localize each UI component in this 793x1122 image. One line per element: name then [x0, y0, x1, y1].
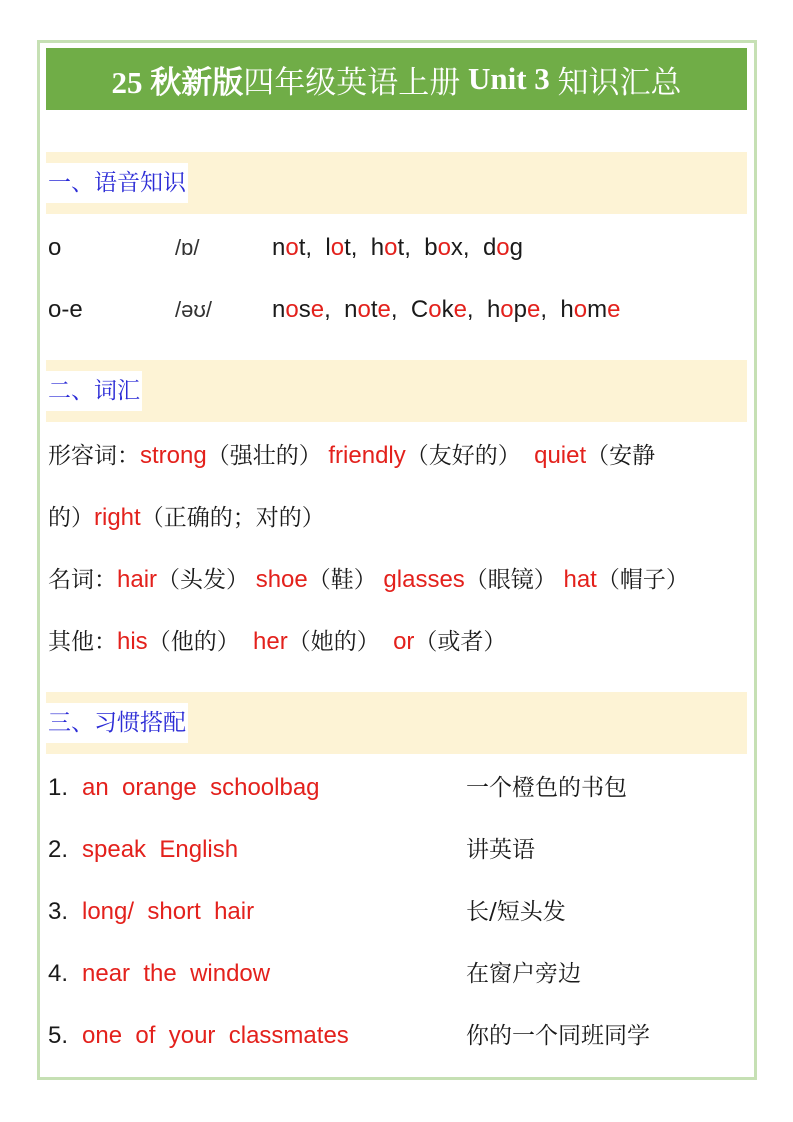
phrase-row	[48, 894, 748, 930]
phrase-english: near the window	[82, 960, 271, 987]
phrase-english: an orange schoolbag	[82, 774, 320, 801]
phrase-row	[48, 1018, 748, 1054]
phonics-row-1	[48, 230, 748, 266]
phonics-letter: o	[48, 234, 62, 261]
word: hope	[486, 296, 541, 323]
vocab-meaning: （鞋）	[307, 567, 377, 593]
phrase-row	[48, 770, 748, 806]
vocab-word: quiet	[534, 442, 587, 469]
vocab-meaning: （安静	[586, 443, 656, 469]
page-title	[46, 48, 747, 110]
word: hot	[370, 234, 405, 261]
phonics-letter: o-e	[48, 296, 83, 323]
vocab-adj-line	[48, 438, 748, 474]
vocab-word: strong	[140, 442, 207, 469]
phrase-chinese: 在窗户旁边	[466, 961, 581, 987]
vocab-label: 其他：	[48, 629, 117, 655]
phrase-number: 5.	[48, 1022, 69, 1049]
phonics-words: nose, note, Coke, hope, home	[272, 296, 621, 323]
vocab-word: her	[253, 628, 288, 655]
vocab-word: his	[117, 628, 148, 655]
phrase-row	[48, 832, 748, 868]
section-phrases-header	[46, 692, 747, 754]
vocab-meaning: （眼镜）	[464, 567, 557, 593]
vocab-meaning: （他的）	[147, 629, 240, 655]
vocab-label: 名词：	[48, 567, 117, 593]
phonics-words: not, lot, hot, box, dog	[272, 234, 524, 261]
vocab-meaning: （强壮的）	[206, 443, 322, 469]
vocab-meaning: （帽子）	[596, 567, 689, 593]
vocab-word: hat	[563, 566, 597, 593]
phrase-english: one of your classmates	[82, 1022, 349, 1049]
phrase-english: long/ short hair	[82, 898, 255, 925]
phrase-number: 3.	[48, 898, 69, 925]
phrase-chinese: 一个橙色的书包	[466, 775, 627, 801]
word: lot	[325, 234, 351, 261]
title-middle: 四年级英语上册	[243, 64, 461, 101]
section-vocab-header	[46, 360, 747, 422]
phrase-row	[48, 956, 748, 992]
vocab-word: hair	[117, 566, 158, 593]
word: home	[560, 296, 621, 323]
phrase-number: 1.	[48, 774, 69, 801]
vocab-word: shoe	[255, 566, 308, 593]
vocab-word: right	[94, 504, 141, 531]
vocab-word: friendly	[328, 442, 406, 469]
vocab-word: or	[393, 628, 415, 655]
vocab-meaning: 的）	[48, 505, 94, 531]
section-heading: 一、语音知识	[46, 163, 188, 203]
vocab-other-line	[48, 624, 506, 660]
section-phonics-header	[46, 152, 747, 214]
vocab-meaning: （她的）	[287, 629, 380, 655]
phrase-number: 4.	[48, 960, 69, 987]
vocab-word: glasses	[383, 566, 465, 593]
word: note	[344, 296, 391, 323]
word: nose	[272, 296, 325, 323]
phrase-chinese: 你的一个同班同学	[466, 1023, 650, 1049]
word: dog	[482, 234, 524, 261]
phonics-ipa: /əʊ/	[175, 297, 212, 322]
vocab-noun-line	[48, 562, 748, 598]
phrase-chinese: 长/短头发	[466, 899, 566, 925]
vocab-meaning: （正确的；对的）	[140, 505, 325, 531]
word: not	[272, 234, 306, 261]
title-prefix: 25 秋新版	[111, 64, 244, 100]
word: box	[424, 234, 463, 261]
word: Coke	[410, 296, 467, 323]
vocab-meaning: （或者）	[414, 629, 507, 655]
phrase-number: 2.	[48, 836, 69, 863]
vocab-adj-line-2	[48, 500, 325, 536]
phonics-row-2	[48, 292, 748, 328]
title-unit: Unit 3	[460, 61, 558, 96]
section-heading: 二、词汇	[46, 371, 142, 411]
vocab-meaning: （头发）	[157, 567, 250, 593]
phonics-ipa: /ɒ/	[175, 235, 200, 260]
phrase-chinese: 讲英语	[466, 837, 535, 863]
vocab-meaning: （友好的）	[405, 443, 521, 469]
phrase-english: speak English	[82, 836, 239, 863]
title-suffix: 知识汇总	[557, 64, 682, 101]
vocab-label: 形容词：	[48, 443, 140, 469]
section-heading: 三、习惯搭配	[46, 703, 188, 743]
